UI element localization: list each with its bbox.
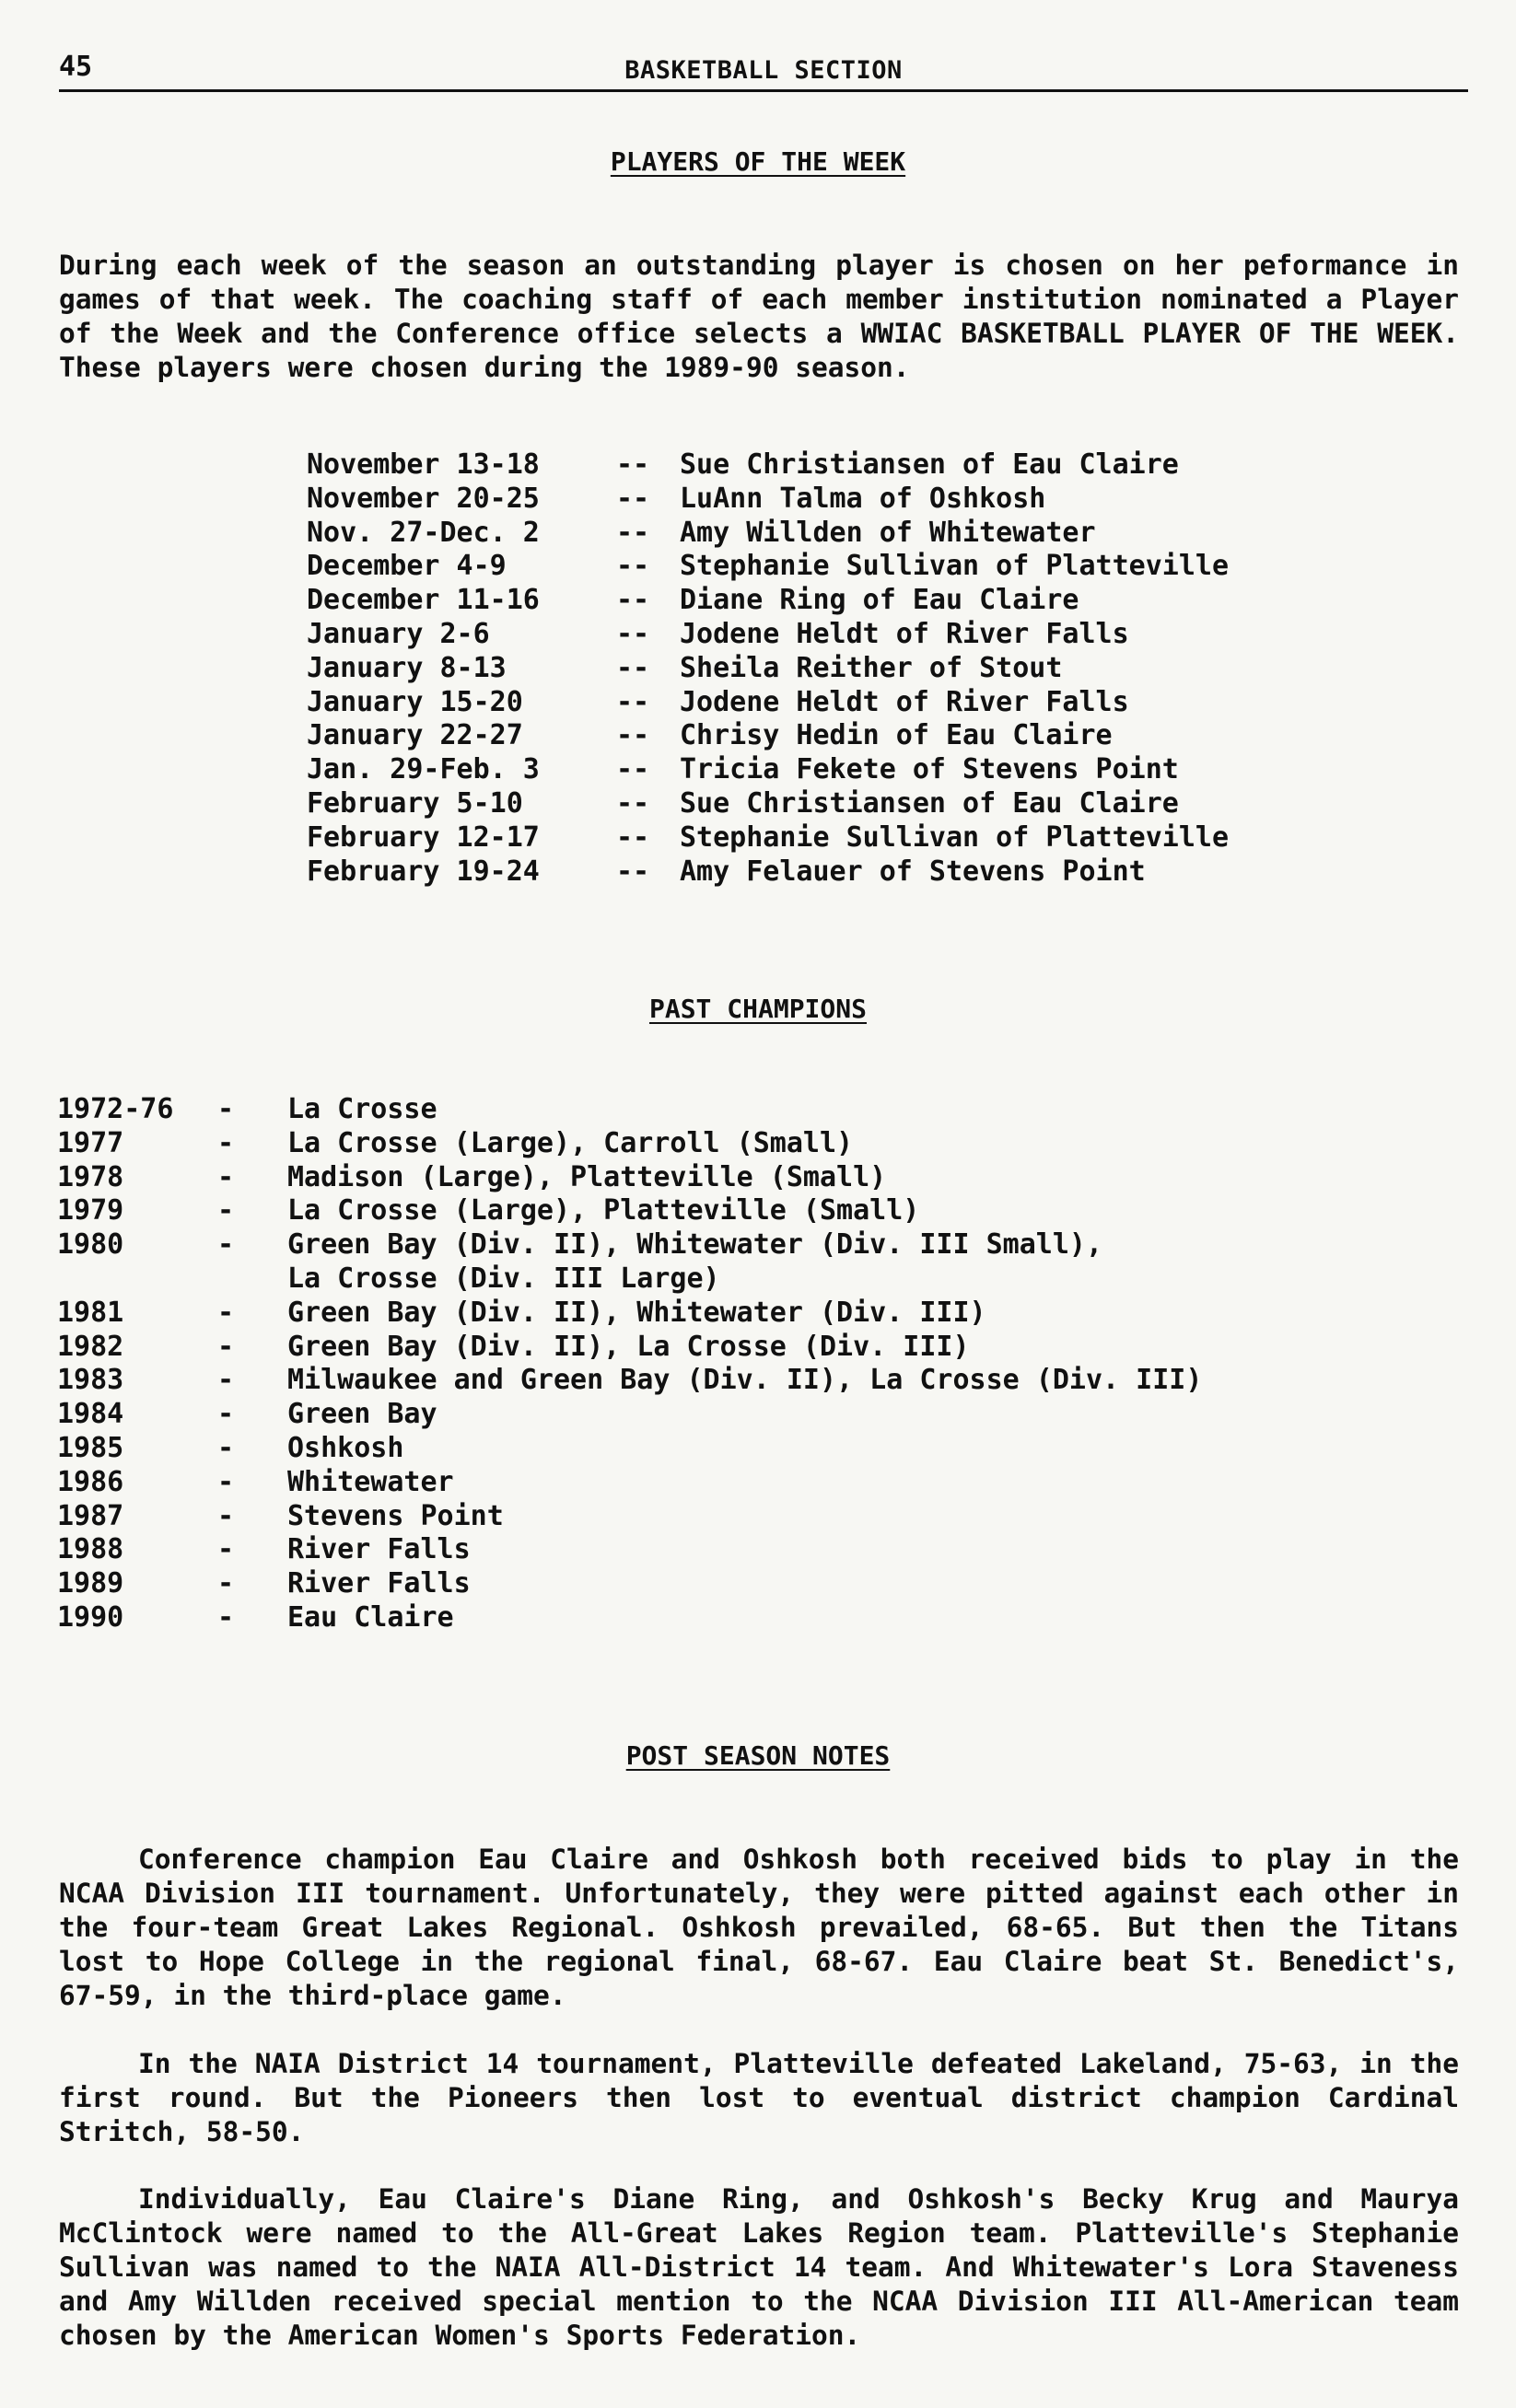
week-row (307, 584, 1229, 618)
champion-separator: - (217, 1600, 235, 1634)
champion-row (57, 1601, 1202, 1635)
champion-name: Oshkosh (287, 1431, 404, 1464)
champion-separator: - (217, 1228, 235, 1262)
week-row (307, 855, 1229, 890)
week-separator: -- (616, 820, 650, 854)
week-row (307, 483, 1229, 517)
week-dates: December 11-16 (307, 584, 540, 617)
week-separator: -- (616, 855, 650, 888)
week-dates: January 22-27 (307, 719, 523, 752)
week-row (307, 821, 1229, 855)
champion-row (57, 1127, 1202, 1161)
week-dates: February 19-24 (307, 855, 540, 888)
champion-separator: - (217, 1126, 235, 1159)
champion-name: Whitewater (287, 1465, 454, 1498)
week-player: Jodene Heldt of River Falls (680, 617, 1129, 650)
week-separator: -- (616, 719, 650, 752)
champion-row (57, 1364, 1202, 1398)
players-of-week-list (307, 448, 1229, 889)
week-row (307, 550, 1229, 584)
champion-year: 1972-76 (57, 1093, 174, 1125)
champion-year: 1988 (57, 1533, 124, 1566)
week-separator: -- (616, 448, 650, 481)
week-separator: -- (616, 753, 650, 786)
champion-year: 1987 (57, 1499, 124, 1532)
week-player: Sue Christiansen of Eau Claire (680, 448, 1179, 481)
champion-name: River Falls (287, 1533, 471, 1566)
champion-name: River Falls (287, 1567, 471, 1600)
week-player: LuAnn Talma of Oshkosh (680, 482, 1046, 515)
champion-year: 1986 (57, 1465, 124, 1498)
page-header (59, 51, 1468, 92)
week-row (307, 618, 1229, 652)
week-player: Chrisy Hedin of Eau Claire (680, 719, 1113, 752)
week-player: Jodene Heldt of River Falls (680, 685, 1129, 718)
post-season-paragraph: In the NAIA District 14 tournament, Platteville defeated Lakeland, 75-63, in the first round. But the Pioneers then lost to eventual district champion Cardinal Stritch, 58-50. (59, 2048, 1459, 2147)
week-dates: November 20-25 (307, 482, 540, 515)
week-player: Sheila Reither of Stout (680, 651, 1063, 684)
week-row (307, 787, 1229, 821)
week-player: Stephanie Sullivan of Platteville (680, 820, 1230, 854)
week-player: Sue Christiansen of Eau Claire (680, 786, 1179, 820)
week-separator: -- (616, 617, 650, 650)
champion-row (57, 1331, 1202, 1365)
champion-separator: - (217, 1296, 235, 1329)
week-row (307, 517, 1229, 551)
champion-year: 1980 (57, 1228, 124, 1262)
week-row (307, 448, 1229, 483)
champion-row (57, 1398, 1202, 1432)
champion-year: 1978 (57, 1160, 124, 1193)
past-champions-list (57, 1093, 1202, 1635)
past-champions-heading: PAST CHAMPIONS (648, 994, 867, 1024)
champion-row (57, 1500, 1202, 1534)
champion-row (57, 1161, 1202, 1195)
players-of-week-intro: During each week of the season an outstanding player is chosen on her peformance in games of that week. The coaching staff of each member institution nominated a Player of the Week and the Conference office selects a WWIAC BASKETBALL PLAYER OF THE WEEK. These players were chosen during the 1989-90 season. (59, 250, 1459, 383)
champion-name: Green Bay (Div. II), Whitewater (Div. III Small), (287, 1228, 1103, 1262)
week-separator: -- (616, 482, 650, 515)
champion-year: 1985 (57, 1431, 124, 1464)
champion-year: 1977 (57, 1126, 124, 1159)
post-season-paragraph: Individually, Eau Claire's Diane Ring, and Oshkosh's Becky Krug and Maurya McClintock were named to the All-Great Lakes Region team. Platteville's Stephanie Sullivan was named to the NAIA All-District 14 team. And Whitewater's Lora Staveness and Amy Willden received special mention to the NCAA Division III All-American team chosen by the American Women's Sports Federation. (59, 2183, 1459, 2351)
champion-separator: - (217, 1431, 235, 1464)
champion-separator: - (217, 1093, 235, 1125)
week-player: Amy Willden of Whitewater (680, 516, 1096, 549)
week-dates: February 12-17 (307, 820, 540, 854)
champion-name: Eau Claire (287, 1600, 454, 1634)
champion-row (57, 1466, 1202, 1500)
champion-year: 1990 (57, 1600, 124, 1634)
champion-name: La Crosse (Large), Platteville (Small) (287, 1194, 920, 1227)
champion-name: La Crosse (Large), Carroll (Small) (287, 1126, 854, 1159)
week-row (307, 753, 1229, 787)
champion-separator: - (217, 1398, 235, 1431)
week-row (307, 686, 1229, 720)
section-title: BASKETBALL SECTION (624, 56, 903, 85)
champion-row (57, 1533, 1202, 1567)
champion-row (57, 1093, 1202, 1127)
champion-row (57, 1228, 1202, 1262)
champion-name: Green Bay (Div. II), Whitewater (Div. III) (287, 1296, 986, 1329)
champion-name: La Crosse (287, 1093, 437, 1125)
champion-name: Stevens Point (287, 1499, 504, 1532)
champion-name: La Crosse (Div. III Large) (287, 1262, 720, 1295)
week-dates: Nov. 27-Dec. 2 (307, 516, 540, 549)
champion-separator: - (217, 1567, 235, 1600)
week-dates: January 8-13 (307, 651, 507, 684)
champion-year: 1984 (57, 1398, 124, 1431)
champion-separator: - (217, 1533, 235, 1566)
champion-indent (57, 1262, 287, 1297)
week-row (307, 719, 1229, 753)
champion-row (57, 1432, 1202, 1466)
champion-separator: - (217, 1160, 235, 1193)
page-number: 45 (59, 51, 93, 83)
champion-separator: - (217, 1499, 235, 1532)
week-dates: December 4-9 (307, 550, 507, 583)
week-separator: -- (616, 516, 650, 549)
week-separator: -- (616, 651, 650, 684)
champion-year: 1989 (57, 1567, 124, 1600)
champion-name: Madison (Large), Platteville (Small) (287, 1160, 887, 1193)
week-player: Diane Ring of Eau Claire (680, 584, 1079, 617)
champion-separator: - (217, 1330, 235, 1363)
champion-row (57, 1297, 1202, 1331)
week-dates: November 13-18 (307, 448, 540, 481)
post-season-paragraph: Conference champion Eau Claire and Oshkosh both received bids to play in the NCAA Division III tournament. Unfortunately, they were pitted against each other in the four-team Great Lakes Regional. Oshkosh prevailed, 68-65. But then the Titans lost to Hope College in the regional final, 68-67. Eau Claire beat St. Benedict's, 67-59, in the third-place game. (59, 1844, 1459, 2011)
champion-year: 1981 (57, 1296, 124, 1329)
week-player: Stephanie Sullivan of Platteville (680, 550, 1230, 583)
week-separator: -- (616, 550, 650, 583)
week-separator: -- (616, 584, 650, 617)
champion-year: 1979 (57, 1194, 124, 1227)
champion-row (57, 1262, 1202, 1297)
champion-separator: - (217, 1194, 235, 1227)
week-dates: January 2-6 (307, 617, 490, 650)
week-separator: -- (616, 685, 650, 718)
champion-year: 1982 (57, 1330, 124, 1363)
week-separator: -- (616, 786, 650, 820)
champion-name: Milwaukee and Green Bay (Div. II), La Crosse (Div. III) (287, 1364, 1203, 1397)
week-player: Amy Felauer of Stevens Point (680, 855, 1146, 888)
champion-row (57, 1567, 1202, 1601)
players-of-week-heading: PLAYERS OF THE WEEK (610, 146, 906, 177)
week-dates: Jan. 29-Feb. 3 (307, 753, 540, 786)
week-dates: January 15-20 (307, 685, 523, 718)
champion-name: Green Bay (Div. II), La Crosse (Div. III) (287, 1330, 970, 1363)
week-player: Tricia Fekete of Stevens Point (680, 753, 1179, 786)
champion-separator: - (217, 1364, 235, 1397)
week-dates: February 5-10 (307, 786, 523, 820)
post-season-notes-heading: POST SEASON NOTES (625, 1740, 891, 1771)
champion-year: 1983 (57, 1364, 124, 1397)
week-row (307, 652, 1229, 686)
champion-name: Green Bay (287, 1398, 437, 1431)
champion-separator: - (217, 1465, 235, 1498)
champion-row (57, 1194, 1202, 1228)
